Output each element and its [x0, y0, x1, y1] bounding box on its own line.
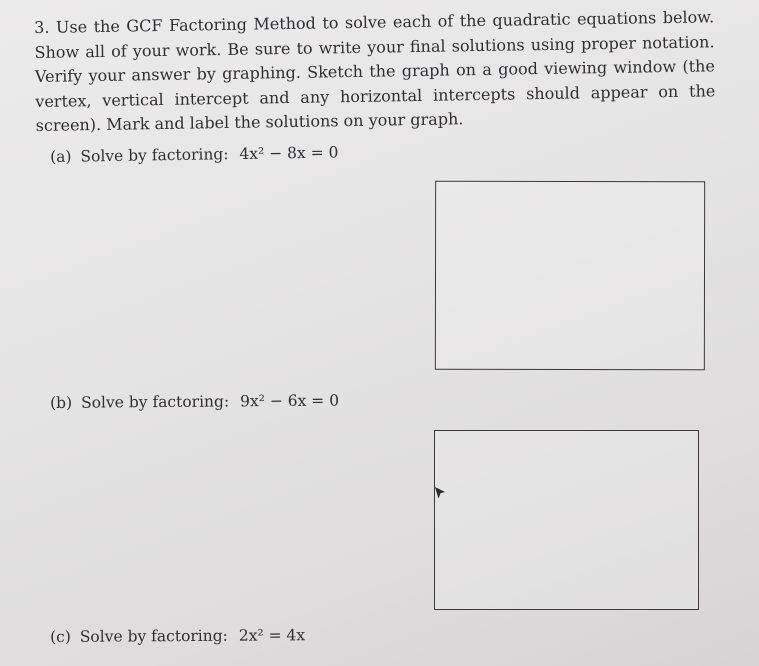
- part-c-prompt: Solve by factoring:: [79, 626, 228, 646]
- part-a: [50, 143, 339, 166]
- problem-statement: 3. Use the GCF Factoring Method to solve each of the quadratic equations below. Show all of your work. Be sure to write your final solutions using proper notation. Verify your answer by graphing. Sketch the graph on a good viewing window (the vertex, vertical intercept and any horizontal intercepts should appear on the screen). Mark and label the solutions on your graph.: [34, 7, 716, 135]
- part-a-equation: 4x² − 8x = 0: [239, 143, 339, 164]
- part-b-equation: 9x² − 6x = 0: [239, 391, 340, 411]
- part-c-equation: 2x² = 4x: [238, 626, 306, 645]
- graph-box-b[interactable]: [434, 430, 699, 610]
- part-c: [50, 626, 305, 646]
- part-c-label: (c): [50, 627, 71, 646]
- pointer-cursor-icon: [434, 486, 446, 500]
- part-b-prompt: Solve by factoring:: [80, 392, 230, 412]
- part-a-prompt: Solve by factoring:: [80, 145, 229, 166]
- part-b-label: (b): [50, 393, 73, 412]
- graph-box-a[interactable]: [435, 181, 705, 370]
- part-b: [50, 391, 339, 412]
- part-a-label: (a): [50, 147, 72, 166]
